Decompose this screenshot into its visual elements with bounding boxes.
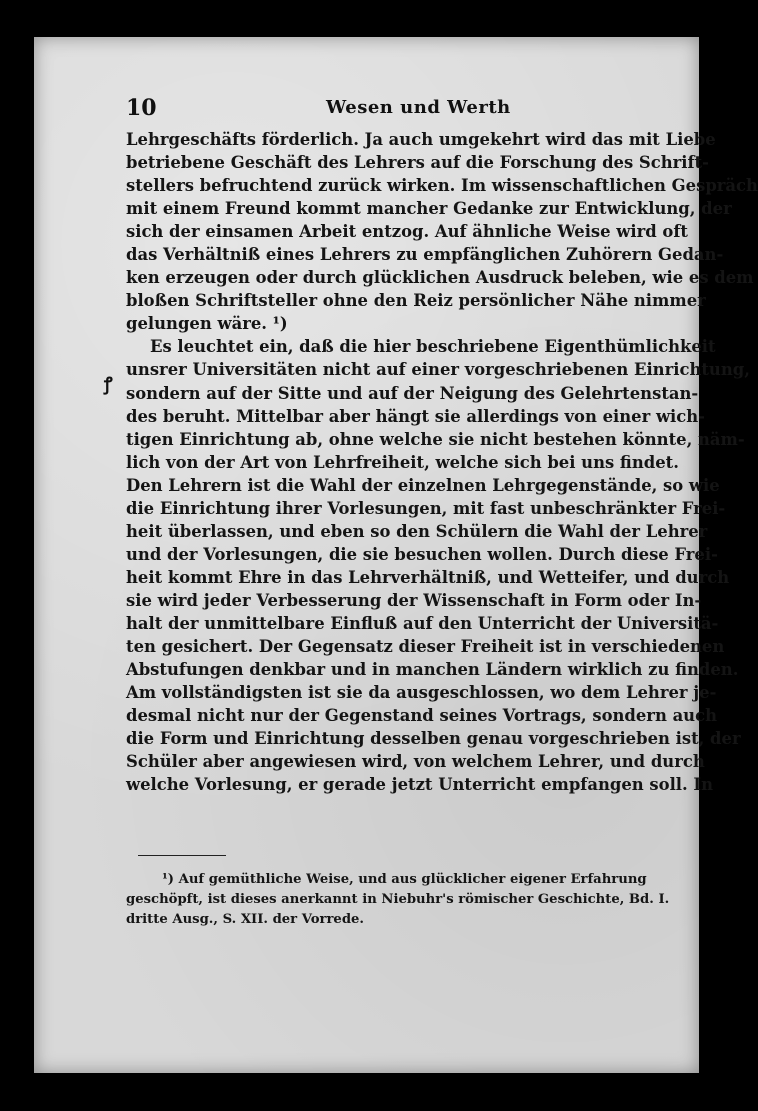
text-line: desmal nicht nur der Gegenstand seines Vortrags, sondern auch [126,706,717,726]
footnotes [126,870,670,930]
text-line: Abstufungen denkbar und in manchen Ländern wirklich zu finden. [126,660,739,680]
text-line: sich der einsamen Arbeit entzog. Auf ähnliche Weise wird oft [126,222,688,242]
text-line: tigen Einrichtung ab, ohne welche sie nicht bestehen könnte, näm- [126,429,745,449]
text-line: heit überlassen, und eben so den Schülern die Wahl der Lehrer [126,521,708,541]
footnote-divider [138,855,226,856]
text-line: heit kommt Ehre in das Lehrverhältniß, und Wetteifer, und durch [126,567,730,587]
text-line: halt der unmittelbare Einfluß auf den Unterricht der Universitä- [126,613,719,633]
text-line: die Einrichtung ihrer Vorlesungen, mit fast unbeschränkter Frei- [126,498,726,518]
text-line: Den Lehrern ist die Wahl der einzelnen Lehrgegenstände, so wie [126,475,720,495]
page-header [126,95,626,125]
text-line: bloßen Schriftsteller ohne den Reiz persönlicher Nähe nimmer [126,291,706,311]
text-line: welche Vorlesung, er gerade jetzt Unterricht empfangen soll. In [126,775,714,795]
text-line: ten gesichert. Der Gegensatz dieser Freiheit ist in verschiedenen [126,637,725,657]
text-line: Es leuchtet ein, daß die hier beschriebene Eigenthümlichkeit [150,337,716,357]
text-line: sie wird jeder Verbesserung der Wissenschaft in Form oder In- [126,590,702,610]
running-head: Wesen und Werth [326,97,511,118]
text-line: Schüler aber angewiesen wird, von welchem Lehrer, und durch [126,752,705,772]
text-line: stellers befruchtend zurück wirken. Im wissenschaftlichen Gespräch [126,176,758,196]
text-line: Lehrgeschäfts förderlich. Ja auch umgekehrt wird das mit Liebe [126,130,716,149]
text-line: Am vollständigsten ist sie da ausgeschlossen, wo dem Lehrer je- [126,683,717,703]
text-line: gelungen wäre. ¹) [126,314,288,334]
text-line: das Verhältniß eines Lehrers zu empfänglichen Zuhörern Gedan- [126,245,724,265]
margin-mark: ꝭ [104,374,113,395]
text-line: lich von der Art von Lehrfreiheit, welche sich bei uns findet. [126,452,679,472]
footnote-line: geschöpft, ist dieses anerkannt in Niebuhr's römischer Geschichte, Bd. I. [126,892,670,907]
page-number: 10 [126,95,157,121]
footnote-line: dritte Ausg., S. XII. der Vorrede. [126,912,365,927]
text-line: sondern auf der Sitte und auf der Neigung des Gelehrtenstan- [126,383,699,403]
text-line: des beruht. Mittelbar aber hängt sie allerdings von einer wich- [126,406,705,426]
footnote-line: ¹) Auf gemüthliche Weise, und aus glücklicher eigener Erfahrung [162,872,647,887]
text-line: die Form und Einrichtung desselben genau vorgeschrieben ist, der [126,729,741,749]
text-line: unsrer Universitäten nicht auf einer vorgeschriebenen Einrichtung, [126,360,750,380]
text-line: mit einem Freund kommt mancher Gedanke zur Entwicklung, der [126,199,732,219]
text-line: betriebene Geschäft des Lehrers auf die Forschung des Schrift- [126,153,709,173]
text-line: und der Vorlesungen, die sie besuchen wollen. Durch diese Frei- [126,544,718,564]
body-text [126,128,758,796]
text-line: ken erzeugen oder durch glücklichen Ausdruck beleben, wie es dem [126,268,754,288]
